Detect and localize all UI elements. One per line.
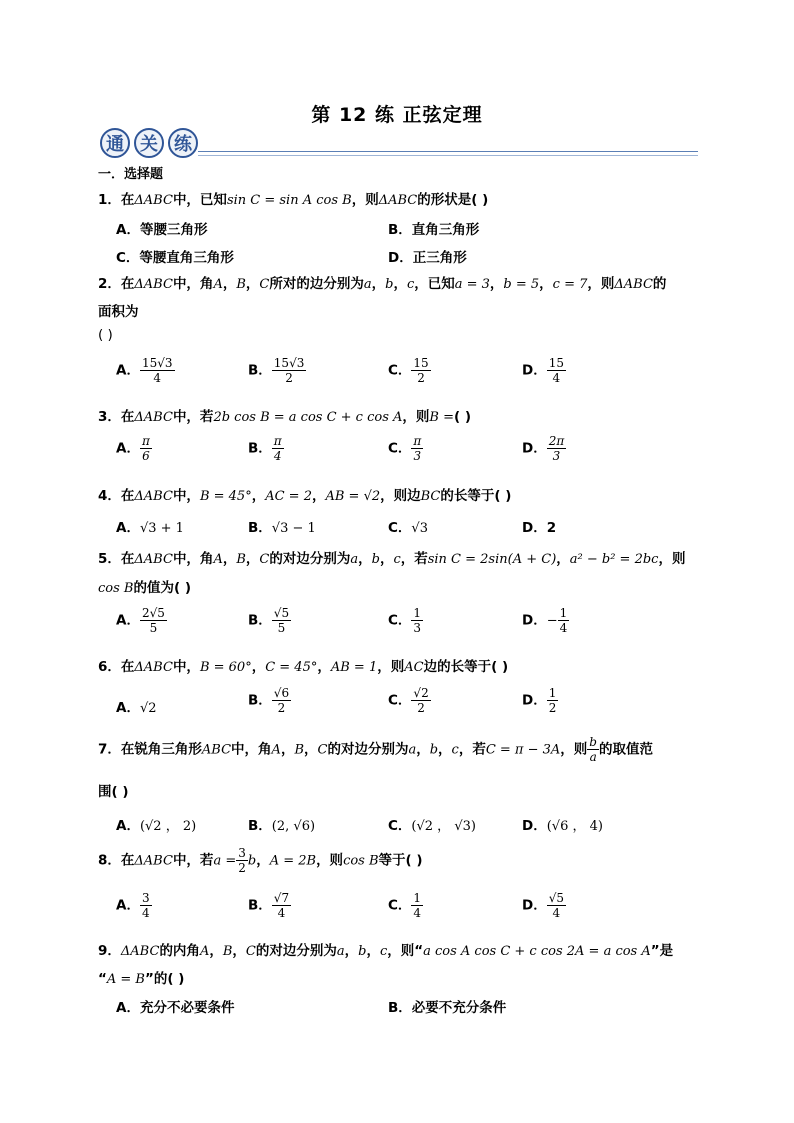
question-7: 7．在锐角三角形ABC中，角A，B，C的对边分别为a，b，c，若C = π − 3A，则 $\frac{b}{a}$ 的取值范 (98, 735, 653, 764)
q6-option-b: B． $\frac{√6}{2}$ (248, 686, 290, 715)
q1-option-b: B．直角三角形 (388, 222, 480, 238)
question-2-blank: ( ) (98, 327, 113, 343)
q6-option-a: A．√2 (116, 700, 157, 716)
q9-option-b: B．必要不充分条件 (388, 1000, 507, 1016)
q1-option-a: A．等腰三角形 (116, 222, 208, 238)
question-9-line-2: “A = B”的( ) (98, 971, 185, 987)
question-1: 1．在ΔABC中，已知sin C = sin A cos B，则ΔABC的形状是( ) (98, 192, 489, 208)
q5-option-c: C． $\frac{1}{3}$ (388, 606, 422, 635)
q6-option-c: C． $\frac{√2}{2}$ (388, 686, 429, 715)
banner-char-3: 练 (168, 128, 198, 158)
q5-option-a: A． $\frac{2√5}{5}$ (116, 606, 165, 635)
question-2-line-2: 面积为 (98, 304, 139, 320)
q2-option-c: C． $\frac{15}{2}$ (388, 356, 429, 385)
q4-option-b: B．√3 − 1 (248, 520, 316, 536)
q2-option-a: A． $\frac{15√3}{4}$ (116, 356, 173, 385)
banner-char-1: 通 (100, 128, 130, 158)
q3-option-a: A． $\frac{\pi}{6}$ (116, 434, 150, 463)
q7-option-b: B．(2, √6) (248, 818, 316, 834)
q2-option-b: B． $\frac{15√3}{2}$ (248, 356, 305, 385)
question-9: 9．ΔABC的内角A，B，C的对边分别为a，b，c，则“a cos A cos C + c cos 2A = a cos A”是 (98, 943, 674, 959)
question-6: 6．在ΔABC中，B = 60°，C = 45°，AB = 1，则AC边的长等于( ) (98, 659, 509, 675)
q5-option-b: B． $\frac{√5}{5}$ (248, 606, 290, 635)
question-5: 5．在ΔABC中，角A，B，C的对边分别为a，b，c，若sin C = 2sin(A + C)，a² − b² = 2bc，则 (98, 551, 686, 567)
question-3: 3．在ΔABC中，若2b cos B = a cos C + c cos A，则B =( ) (98, 409, 472, 425)
q9-option-a: A．充分不必要条件 (116, 1000, 235, 1016)
question-4: 4．在ΔABC中，B = 45°，AC = 2，AB = √2，则边BC的长等于( ) (98, 488, 512, 504)
question-2: 2．在ΔABC中，角A，B，C所对的边分别为a，b，c，已知a = 3，b = 5，c = 7，则ΔABC的 (98, 276, 667, 292)
question-8: 8．在ΔABC中，若a = $\frac{3}{2}$ b，A = 2B，则cos B等于( ) (98, 846, 423, 875)
q8-option-c: C． $\frac{1}{4}$ (388, 891, 422, 920)
page-title: 第 12 练 正弦定理 (311, 104, 483, 126)
question-5-line-2: cos B的值为( ) (98, 580, 192, 596)
q8-option-a: A． $\frac{3}{4}$ (116, 891, 150, 920)
q7-option-a: A．(√2 ， 2) (116, 818, 197, 834)
q6-option-d: D． $\frac{1}{2}$ (522, 686, 557, 715)
q7-option-c: C．(√2 ， √3) (388, 818, 476, 834)
q8-option-b: B． $\frac{√7}{4}$ (248, 891, 290, 920)
q1-option-d: D．正三角形 (388, 250, 467, 266)
q3-option-c: C． $\frac{\pi}{3}$ (388, 434, 422, 463)
q3-option-b: B． $\frac{\pi}{4}$ (248, 434, 282, 463)
banner-rule-thin (198, 155, 698, 156)
banner-char-2: 关 (134, 128, 164, 158)
question-7-line-2: 围( ) (98, 784, 129, 800)
q2-option-d: D． $\frac{15}{4}$ (522, 356, 564, 385)
section-heading: 一．选择题 (98, 167, 164, 182)
section-banner (100, 128, 700, 162)
banner-rule (198, 151, 698, 152)
q7-option-d: D．(√6 ， 4) (522, 818, 603, 834)
q4-option-d: D．2 (522, 520, 557, 536)
q1-option-c: C．等腰直角三角形 (116, 250, 234, 266)
q8-option-d: D． $\frac{√5}{4}$ (522, 891, 564, 920)
q5-option-d: D．− $\frac{1}{4}$ (522, 606, 568, 635)
q3-option-d: D． $\frac{2\pi}{3}$ (522, 434, 565, 463)
q4-option-c: C．√3 (388, 520, 428, 536)
q4-option-a: A．√3 + 1 (116, 520, 184, 536)
